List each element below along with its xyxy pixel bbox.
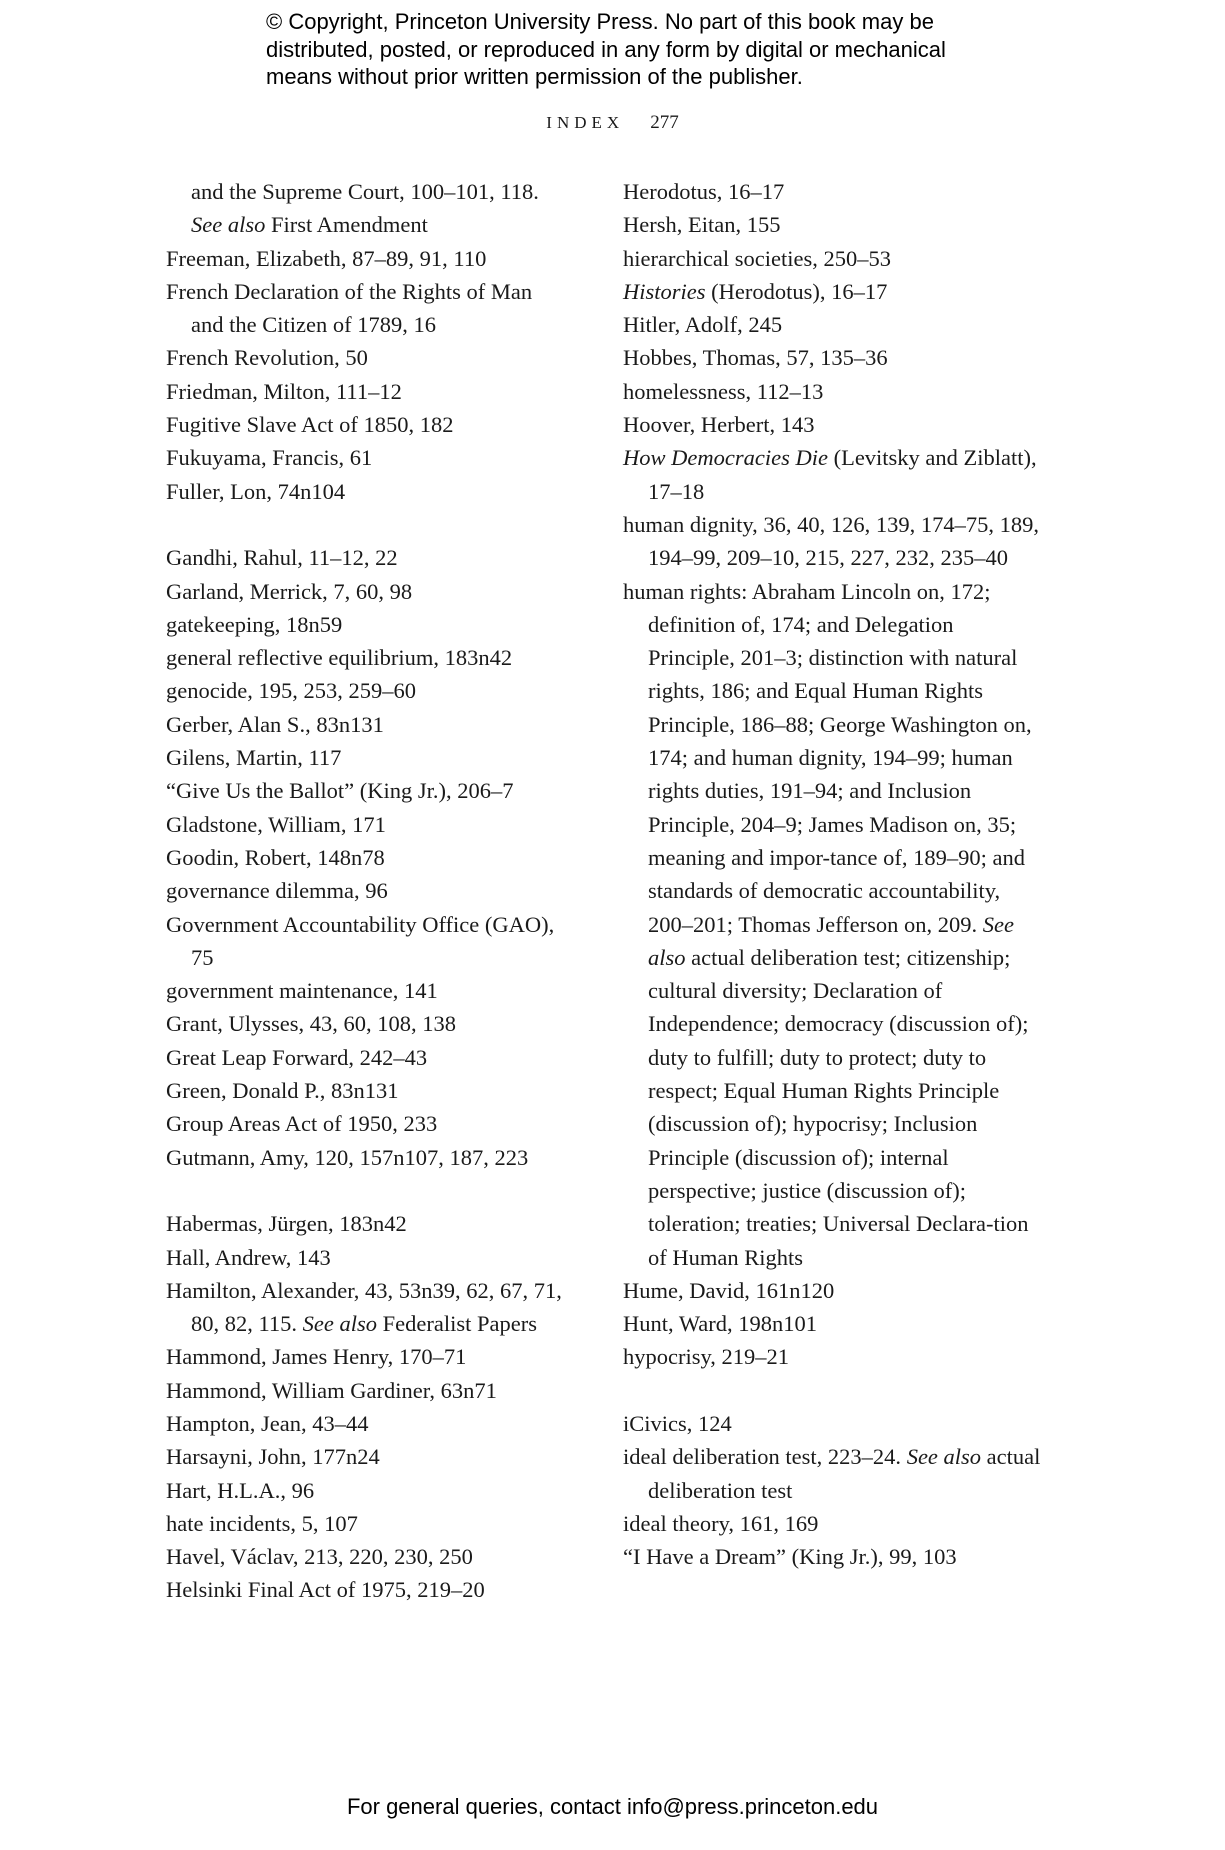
index-entry: [166, 1374, 566, 1407]
index-entry: [623, 441, 1043, 508]
index-entry: [623, 275, 1043, 308]
entry-text: Friedman, Milton, 111–12: [166, 378, 402, 404]
entry-text: Gutmann, Amy, 120, 157n107, 187, 223: [166, 1144, 529, 1170]
index-entry: [166, 1440, 566, 1473]
letter-group-gap: [166, 1174, 566, 1207]
entry-text: gatekeeping, 18n59: [166, 611, 343, 637]
entry-text: Hamilton, Alexander, 43, 53n39, 62, 67, 71, 80, 82, 115.: [166, 1277, 562, 1337]
entry-text: Government Accountability Office (GAO), 75: [166, 911, 555, 970]
entry-text: ideal deliberation test, 223–24.: [623, 1444, 902, 1470]
index-entry: [166, 908, 566, 975]
index-entry: [166, 874, 566, 907]
index-entry: [166, 1540, 566, 1573]
entry-text: “I Have a Dream” (King Jr.), 99, 103: [623, 1544, 957, 1570]
entry-text: Freeman, Elizabeth, 87–89, 91, 110: [166, 245, 487, 271]
index-entry: [166, 1041, 566, 1074]
see-also: See also: [906, 1444, 982, 1470]
entry-text: Fukuyama, Francis, 61: [166, 445, 373, 471]
letter-group-gap: [166, 508, 566, 541]
index-entry: [166, 475, 566, 508]
entry-text: general reflective equilibrium, 183n42: [166, 645, 513, 671]
entry-text: Gerber, Alan S., 83n131: [166, 711, 384, 737]
entry-text: (Herodotus), 16–17: [711, 278, 888, 304]
entry-text: (Levitsky and Ziblatt), 17–18: [648, 445, 1037, 504]
entry-text: Garland, Merrick, 7, 60, 98: [166, 578, 413, 604]
see-also-target: Federalist Papers: [382, 1311, 537, 1337]
index-entry: [623, 341, 1043, 374]
entry-text: Herodotus, 16–17: [623, 179, 785, 204]
entry-text: Habermas, Jürgen, 183n42: [166, 1211, 407, 1237]
index-entry: [623, 208, 1043, 241]
index-entry: [166, 175, 566, 208]
index-entry: [166, 1573, 566, 1606]
entry-text: Harsayni, John, 177n24: [166, 1444, 380, 1470]
entry-text: Hume, David, 161n120: [623, 1277, 835, 1303]
entry-text: Helsinki Final Act of 1975, 219–20: [166, 1577, 485, 1603]
see-also-target: actual deliberation test; citizenship; cultural diversity; Declaration of Independence; democracy (discussion of); duty to fulfill; duty to protect; duty to respect; Equal Human Rights Principle (discussion of); hypocrisy; Inclusion Principle (discussion of); internal perspective; justice (discussion of); toleration; treaties; Universal Declara-tion of Human Rights: [648, 944, 1029, 1270]
index-entry: [166, 741, 566, 774]
index-entry: [166, 375, 566, 408]
index-entry: [623, 575, 1043, 1274]
entry-text: Hammond, James Henry, 170–71: [166, 1344, 467, 1370]
entry-text: Hammond, William Gardiner, 63n71: [166, 1377, 497, 1403]
index-right-column: [623, 175, 1043, 1573]
see-also: See also: [302, 1311, 378, 1337]
copyright-line: © Copyright, Princeton University Press. No part of this book may be: [266, 9, 934, 34]
copyright-line: means without prior written permission of the publisher.: [266, 64, 803, 89]
index-entry: [623, 375, 1043, 408]
entry-title: Histories: [623, 278, 706, 304]
entry-text: Gladstone, William, 171: [166, 811, 386, 837]
entry-text: human rights: Abraham Lincoln on, 172; definition of, 174; and Delegation Principle, 201–3; distinction with natural rights, 186; and Equal Human Rights Principle, 186–88; George Washington on, 174; and human dignity, 194–99; human rights duties, 191–94; and Inclusion Principle, 204–9; James Madison on, 35; meaning and impor-tance of, 189–90; and standards of democratic accountability, 200–201; Thomas Jefferson on, 209.: [623, 578, 1032, 937]
entry-text: Goodin, Robert, 148n78: [166, 844, 385, 870]
index-entry: [623, 1307, 1043, 1340]
entry-text: Group Areas Act of 1950, 233: [166, 1111, 438, 1137]
index-entry: [623, 508, 1043, 575]
entry-text: human dignity, 36, 40, 126, 139, 174–75, 189, 194–99, 209–10, 215, 227, 232, 235–40: [623, 511, 1040, 571]
entry-text: ideal theory, 161, 169: [623, 1510, 819, 1536]
entry-text: French Declaration of the Rights of Man and the Citizen of 1789, 16: [166, 278, 533, 338]
running-head: [0, 112, 1225, 134]
index-entry: [166, 208, 566, 241]
index-entry: [623, 1440, 1043, 1507]
entry-text: Havel, Václav, 213, 220, 230, 250: [166, 1544, 473, 1570]
index-entry: [166, 1141, 566, 1174]
entry-text: governance dilemma, 96: [166, 878, 388, 904]
index-entry: [166, 575, 566, 608]
index-entry: [623, 308, 1043, 341]
entry-text: First Amendment: [270, 212, 428, 238]
footer-contact: For general queries, contact info@press.princeton.edu: [346, 1794, 879, 1819]
index-entry: [166, 1474, 566, 1507]
entry-text: “Give Us the Ballot” (King Jr.), 206–7: [166, 778, 514, 804]
entry-text: hate incidents, 5, 107: [166, 1510, 358, 1536]
index-entry: [623, 1407, 1043, 1440]
entry-text: Fuller, Lon, 74n104: [166, 478, 346, 504]
entry-text: Hampton, Jean, 43–44: [166, 1410, 369, 1436]
index-entry: [166, 1507, 566, 1540]
see-also: See also: [191, 212, 266, 238]
index-entry: [166, 641, 566, 674]
index-entry: [166, 1274, 566, 1341]
letter-group-gap: [623, 1374, 1043, 1407]
index-left-column: [166, 175, 566, 1607]
index-entry: [623, 1540, 1043, 1573]
index-entry: [166, 541, 566, 574]
see-also: See also: [648, 911, 1014, 970]
index-entry: [166, 1407, 566, 1440]
see-also-target: actual deliberation test: [648, 1444, 1041, 1503]
index-entry: [166, 808, 566, 841]
index-entry: [166, 608, 566, 641]
entry-text: Hoover, Herbert, 143: [623, 412, 815, 438]
entry-text: hierarchical societies, 250–53: [623, 245, 892, 271]
index-entry: [166, 1340, 566, 1373]
entry-text: Hunt, Ward, 198n101: [623, 1311, 818, 1337]
index-entry: [166, 1207, 566, 1240]
index-entry: [166, 1074, 566, 1107]
index-entry: [166, 708, 566, 741]
entry-text: Hart, H.L.A., 96: [166, 1477, 315, 1503]
index-entry: [166, 1241, 566, 1274]
index-entry: [623, 1507, 1043, 1540]
index-entry: [166, 674, 566, 707]
entry-text: Gilens, Martin, 117: [166, 745, 342, 771]
running-head-label: INDEX: [546, 113, 625, 132]
entry-text: Hobbes, Thomas, 57, 135–36: [623, 345, 888, 371]
index-entry: [166, 275, 566, 342]
index-entry: [166, 408, 566, 441]
entry-text: Green, Donald P., 83n131: [166, 1078, 399, 1104]
index-entry: [623, 175, 1043, 208]
index-entry: [166, 242, 566, 275]
entry-text: Gandhi, Rahul, 11–12, 22: [166, 545, 398, 571]
index-entry: [166, 974, 566, 1007]
entry-text: French Revolution, 50: [166, 345, 368, 371]
entry-text: Hitler, Adolf, 245: [623, 312, 783, 338]
entry-text: government maintenance, 141: [166, 978, 438, 1004]
index-entry: [623, 1340, 1043, 1373]
index-entry: [623, 408, 1043, 441]
index-entry: [166, 1107, 566, 1140]
index-entry: [623, 1274, 1043, 1307]
copyright-line: distributed, posted, or reproduced in any form by digital or mechanical: [266, 36, 946, 62]
copyright-notice: [266, 8, 1026, 91]
entry-text: hypocrisy, 219–21: [623, 1344, 790, 1370]
page-number: 277: [650, 112, 679, 133]
index-entry: [623, 242, 1043, 275]
index-entry: [166, 1007, 566, 1040]
entry-text: homelessness, 112–13: [623, 378, 824, 404]
entry-title: How Democracies Die: [623, 445, 828, 471]
entry-text: Hersh, Eitan, 155: [623, 212, 781, 238]
entry-text: Hall, Andrew, 143: [166, 1244, 331, 1270]
entry-text: iCivics, 124: [623, 1410, 732, 1436]
entry-text: Fugitive Slave Act of 1850, 182: [166, 412, 454, 438]
index-entry: [166, 774, 566, 807]
index-entry: [166, 341, 566, 374]
entry-text: genocide, 195, 253, 259–60: [166, 678, 416, 704]
index-entry: [166, 441, 566, 474]
entry-text: and the Supreme Court, 100–101, 118.: [191, 179, 539, 204]
index-entry: [166, 841, 566, 874]
entry-text: Great Leap Forward, 242–43: [166, 1044, 428, 1070]
entry-text: Grant, Ulysses, 43, 60, 108, 138: [166, 1011, 456, 1037]
